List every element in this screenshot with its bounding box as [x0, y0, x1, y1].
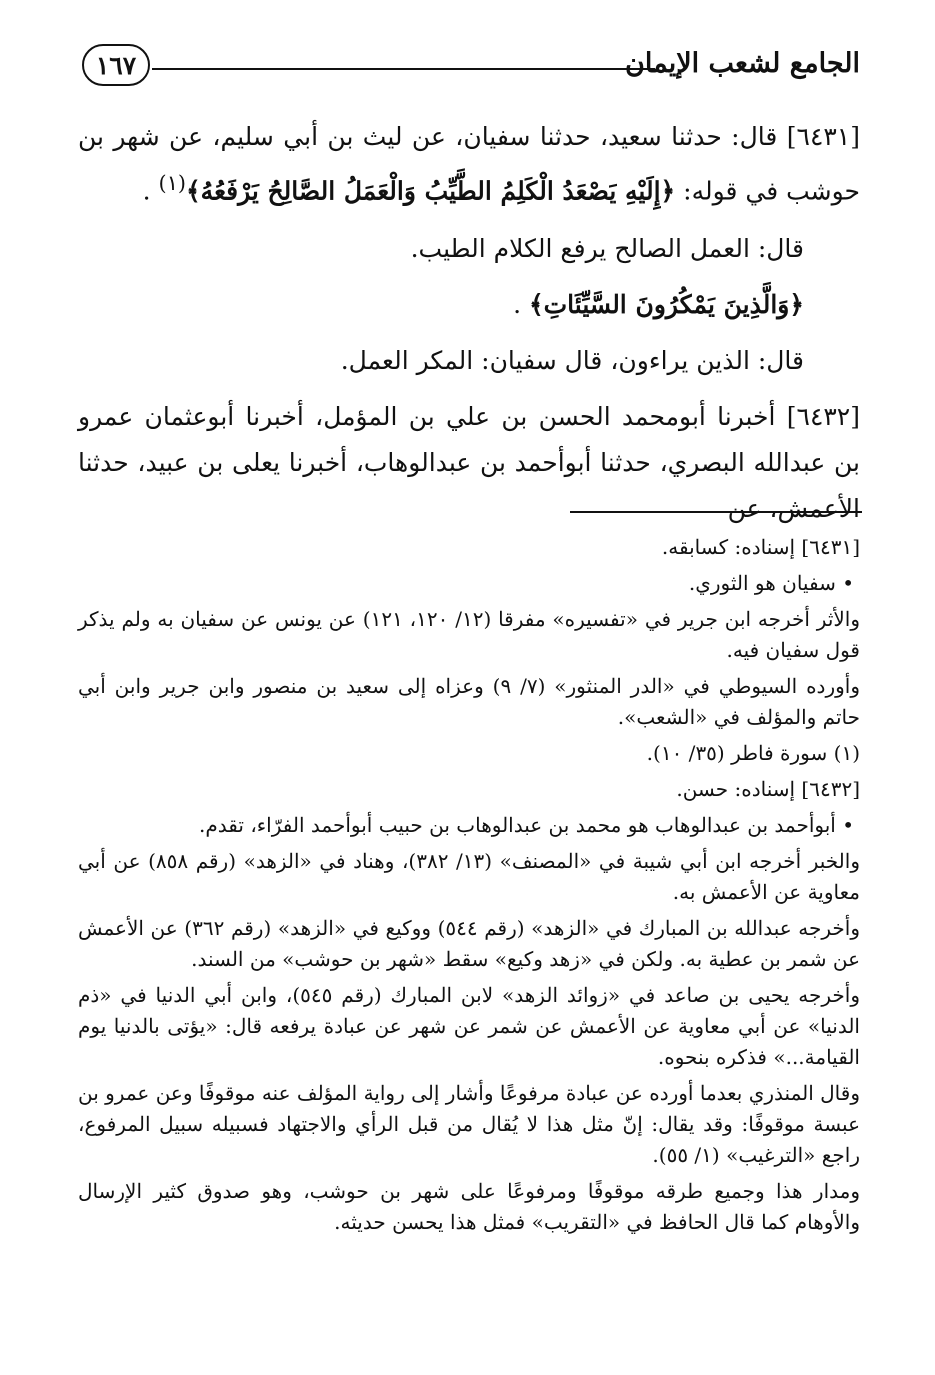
- note-paragraph: • أبوأحمد بن عبدالوهاب هو محمد بن عبدالوهاب بن حبيب أبوأحمد الفرّاء، تقدم.: [199, 813, 854, 837]
- quran-verse-line: [78, 282, 860, 328]
- footnotes: [78, 532, 860, 1243]
- note-paragraph: ومدار هذا وجميع طرقه موقوفًا ومرفوعًا على شهر بن حوشب، وهو صدوق كثير الإرسال والأوهام كما قال الحافظ في «التقريب» فمثل هذا يحسن حديثه.: [78, 1179, 860, 1234]
- main-text: [78, 114, 860, 544]
- commentary-line: قال: الذين يراءون، قال سفيان: المكر العمل.: [340, 346, 804, 376]
- hadith-ref: [٦٤٣٢]: [786, 402, 860, 432]
- note-paragraph: وأخرجه يحيى بن صاعد في «زوائد الزهد» لابن المبارك (رقم ٥٤٥)، وابن أبي الدنيا في «ذم الدنيا» عن أبي معاوية عن الأعمش عن شمر عن شهر عن عبادة يرفعه قال: «يؤتى بالدنيا يوم القيامة...» فذكره بنحوه.: [78, 983, 860, 1069]
- note-paragraph: والأثر أخرجه ابن جرير في «تفسيره» مفرقا (١٢/ ١٢٠، ١٢١) عن يونس عن سفيان به ولم يذكر قول سفيان فيه.: [78, 607, 860, 662]
- note-paragraph: وقال المنذري بعدما أورده عن عبادة مرفوعًا وأشار إلى رواية المؤلف عنه موقوفًا وعن عمرو بن عبسة موقوفًا: وقد يقال: إنّ مثل هذا لا يُقال من قبل الرأي والاجتهاد فسبيله سبيل المرفوع، راجع «الترغيب» (١/ ٥٥).: [78, 1081, 861, 1167]
- note-heading: [٦٤٣٢] إسناده: حسن.: [676, 777, 860, 801]
- hadith-text: قال: حدثنا سعيد، حدثنا سفيان، عن ليث بن أبي سليم، عن شهر بن حوشب في قوله:: [78, 122, 860, 206]
- sentence-end: .: [142, 176, 151, 206]
- hadith-text: أخبرنا أبومحمد الحسن بن علي بن المؤمل، أخبرنا أبوعثمان عمرو بن عبدالله البصري، حدثنا أبوأحمد بن عبدالوهاب، أخبرنا يعلى بن عبيد، حدثنا الأعمش، عن: [78, 402, 860, 524]
- footnote-mark: (١): [158, 171, 187, 195]
- page-header: [82, 44, 860, 94]
- running-title: الجامع لشعب الإيمان: [625, 48, 860, 79]
- footnote-separator: [570, 511, 862, 513]
- note-heading: [٦٤٣١] إسناده: كسابقه.: [661, 535, 860, 559]
- hadith-ref: [٦٤٣١]: [786, 122, 860, 151]
- page-number-badge: ١٦٧: [82, 44, 150, 86]
- note-paragraph: وأورده السيوطي في «الدر المنثور» (٧/ ٩) وعزاه إلى سعيد بن منصور وابن جرير وابن أبي حاتم والمؤلف في «الشعب».: [78, 674, 860, 729]
- header-rule: [152, 68, 655, 70]
- note-paragraph: والخبر أخرجه ابن أبي شيبة في «المصنف» (١٣/ ٣٨٢)، وهناد في «الزهد» (رقم ٨٥٨) عن أبي معاوية عن الأعمش به.: [78, 849, 860, 904]
- note-paragraph: • سفيان هو الثوري.: [688, 571, 854, 595]
- quran-verse: ﴿إِلَيْهِ يَصْعَدُ الْكَلِمُ الطَّيِّبُ وَالْعَمَلُ الصَّالِحُ يَرْفَعُهُ﴾: [186, 176, 676, 206]
- hadith-6431: [78, 114, 860, 214]
- sentence-end: .: [513, 290, 522, 320]
- commentary-line: قال: العمل الصالح يرفع الكلام الطيب.: [410, 234, 804, 264]
- note-paragraph: وأخرجه عبدالله بن المبارك في «الزهد» (رقم ٥٤٤) ووكيع في «الزهد» (رقم ٣٦٢) عن الأعمش عن شمر بن عطية به. ولكن في «زهد وكيع» سقط «شهر بن حوشب» من السند.: [78, 916, 860, 971]
- quran-verse: ﴿وَالَّذِينَ يَمْكُرُونَ السَّيِّئَاتِ﴾: [529, 290, 804, 320]
- footnote-text: (١) سورة فاطر (٣٥/ ١٠).: [646, 741, 860, 765]
